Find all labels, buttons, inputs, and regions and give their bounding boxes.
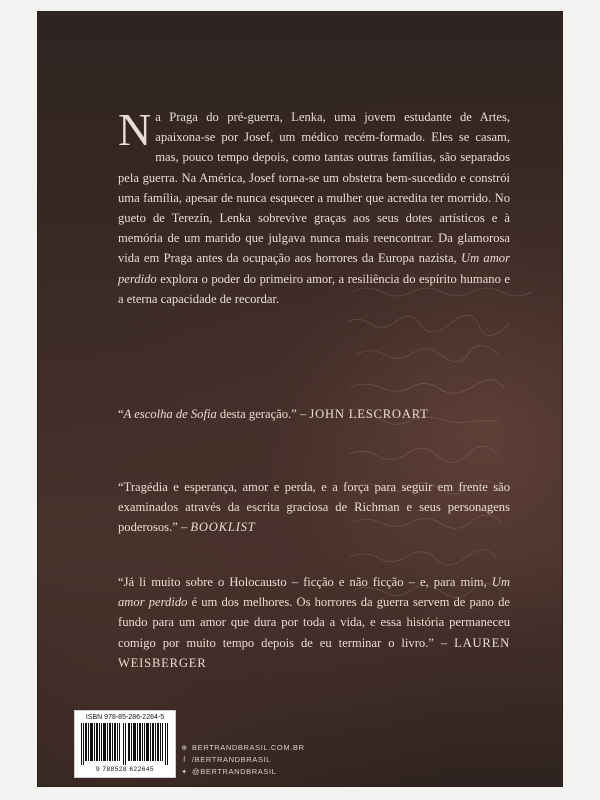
- quote-text-2: é um dos melhores. Os horrores da guerra servem de pano de fundo para um amor que dura por toda a vida, e essa história permaneceu comigo por muito tempo depois de eu terminar o livro.” –: [118, 595, 510, 650]
- synopsis: [118, 104, 511, 309]
- contact-facebook[interactable]: [180, 754, 304, 766]
- globe-icon: ⊕: [181, 745, 188, 752]
- contact-facebook-text: /BERTRANDBRASIL: [192, 755, 271, 764]
- synopsis-text-2: explora o poder do primeiro amor, a resiliência do espírito humano e a eterna capacidade de recordar.: [118, 271, 510, 306]
- quote-text: desta geração.” –: [216, 407, 310, 421]
- contact-twitter-text: @BERTRANDBRASIL: [192, 767, 277, 776]
- quote-italic-title: A escolha de Sofia: [123, 407, 217, 421]
- quote-italic-title: Um amor perdido: [118, 575, 510, 610]
- twitter-icon: ✦: [181, 769, 188, 776]
- barcode-bars: [81, 723, 169, 765]
- quote-author: BOOKLIST: [190, 520, 256, 535]
- barcode: [74, 710, 176, 778]
- handwriting-texture: [342, 272, 562, 612]
- contact-twitter[interactable]: [180, 766, 304, 778]
- isbn-label: ISBN 978-85-286-2264-5: [85, 714, 165, 721]
- synopsis-book-title: Um amor perdido: [118, 251, 511, 286]
- drop-cap: N: [118, 104, 152, 155]
- quote-open-mark: “: [118, 407, 124, 421]
- publisher-contacts: [180, 742, 304, 778]
- review-quote-lescroart: [118, 404, 510, 424]
- quote-author: JOHN LESCROART: [309, 407, 429, 421]
- facebook-icon: f: [183, 757, 186, 764]
- book-back-cover: [38, 12, 562, 786]
- quote-author: LAUREN WEISBERGER: [118, 635, 510, 670]
- contact-website[interactable]: [180, 742, 304, 754]
- review-quote-booklist: [118, 477, 510, 538]
- review-quote-weisberger: [118, 572, 510, 673]
- quote-text-1: “Já li muito sobre o Holocausto – ficção e não ficção – e, para mim,: [118, 575, 492, 589]
- contact-website-text: BERTRANDBRASIL.COM.BR: [192, 743, 305, 752]
- synopsis-text-1: a Praga do pré-guerra, Lenka, uma jovem estudante de Artes, apaixona-se por Josef, um médico recém-formado. Eles se casam, mas, pouco tempo depois, como tantas outras famílias, são separados pela guerra. Na América, Josef torna-se um obstetra bem-sucedido e constrói uma família, apesar de nunca esquecer a mulher que acredita ter morrido. No gueto de Terezín, Lenka sobrevive graças aos seus dotes artísticos e à memória de um marido que julgava nunca mais reencontrar. Da glamorosa vida em Praga antes da ocupação aos horrores da Europa nazista,: [118, 110, 510, 266]
- barcode-digits: 9 788528 622645: [95, 766, 155, 773]
- quote-text: “Tragédia e esperança, amor e perda, e a força para seguir em frente são examinados através da escrita graciosa de Richman e seus personagens poderosos.” –: [118, 480, 510, 535]
